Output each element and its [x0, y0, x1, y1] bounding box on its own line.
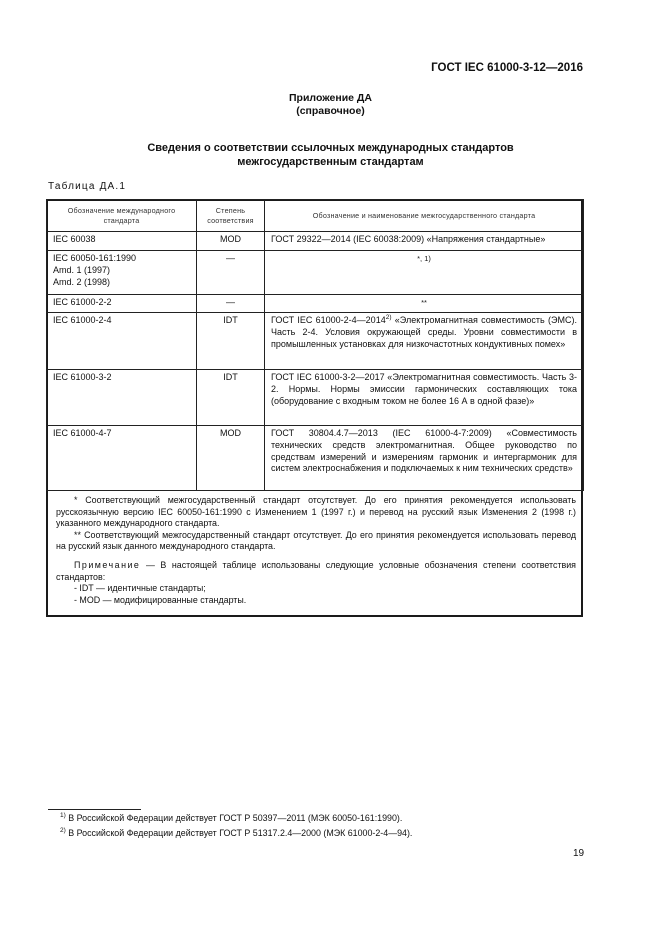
page-number: 19 [573, 848, 585, 859]
cell-intl: IEC 60038 [47, 232, 197, 251]
cell-desc: ГОСТ 30804.4.7—2013 (IEC 61000-4-7:2009) «Совместимость технических средств электромагнитная. Общее руководство по средствам измерений и измерениям гармоник и интергармоник для систем электроснабжения и подключаемых к ним технических средств» [265, 426, 584, 491]
cell-degree: — [197, 251, 265, 295]
note-double-star: ** Соответствующий межгосударственный стандарт отсутствует. До его принятия рекомендуется использовать перевод на русский язык данного международного стандарта. [56, 529, 576, 552]
table-row [47, 295, 584, 313]
cell-degree: — [197, 295, 265, 313]
cell-degree: IDT [197, 313, 265, 370]
cell-intl: IEC 61000-2-4 [47, 313, 197, 370]
note-single-star: * Соответствующий межгосударственный стандарт отсутствует. До его принятия рекомендуется использовать русскоязычную версию IEC 60050-161:1990 с Изменением 1 (1997 г.) и перевод на русский язык Изменения 2 (1998 г.) указанного международного стандарта. [56, 495, 576, 529]
section-heading-line2: межгосударственным стандартам [237, 156, 424, 168]
header-interstate-standard: Обозначение и наименование межгосударственного стандарта [265, 200, 584, 232]
standards-table [46, 199, 584, 491]
remark-label: Примечание [74, 559, 141, 570]
cell-desc: ГОСТ IEC 61000-2-4—2014$^{2)}$ «Электромагнитная совместимость (ЭМС). Часть 2-4. Условия окружающей среды. Уровни совместимости в промышленных установках для низкочастотных кондуктивных помех» [265, 313, 584, 370]
table-row [47, 251, 584, 295]
cell-degree: MOD [197, 232, 265, 251]
table-row [47, 313, 584, 370]
section-heading-line1: Сведения о соответствии ссылочных международных стандартов [147, 142, 514, 154]
remark: Примечание — В настоящей таблице использованы следующие условные обозначения степени соответствия стандартов: [56, 559, 576, 582]
table-header-row [47, 200, 584, 232]
appendix-title: Приложение ДА [289, 92, 372, 104]
remark-mod: - MOD — модифицированные стандарты. [74, 594, 247, 605]
footnote-1: $^{1)}$ В Российской Федерации действует ГОСТ Р 50397—2011 (МЭК 60050-161:1990). [60, 812, 403, 823]
footnote-ref: 2) [385, 314, 392, 321]
cell-degree: MOD [197, 426, 265, 491]
table-row [47, 232, 584, 251]
cell-intl: IEC 60050-161:1990 Amd. 1 (1997) Amd. 2 (1998) [47, 251, 197, 295]
cell-desc: ГОСТ 29322—2014 (IEC 60038:2009) «Напряжения стандартные» [265, 232, 584, 251]
remark-idt: - IDT — идентичные стандарты; [74, 583, 206, 594]
cell-desc: *, 1) [265, 251, 584, 295]
footnote-2: $^{2)}$ В Российской Федерации действует ГОСТ Р 51317.2.4—2000 (МЭК 61000-2-4—94). [60, 827, 413, 838]
appendix-subtitle: (справочное) [296, 105, 365, 117]
cell-intl: IEC 61000-3-2 [47, 370, 197, 426]
document-code: ГОСТ IEC 61000-3-12—2016 [431, 62, 583, 74]
footnote-divider [48, 809, 141, 810]
cell-intl: IEC 61000-4-7 [47, 426, 197, 491]
table-notes [56, 495, 576, 606]
cell-degree: IDT [197, 370, 265, 426]
cell-desc: ГОСТ IEC 61000-3-2—2017 «Электромагнитная совместимость. Часть 3-2. Нормы. Нормы эмиссии гармонических составляющих тока (оборудование с входным током не более 16 А в одной фазе)» [265, 370, 584, 426]
header-degree: Степень соответствия [197, 200, 265, 232]
cell-desc: ** [265, 295, 584, 313]
header-intl-standard: Обозначение международного стандарта [47, 200, 197, 232]
cell-intl: IEC 61000-2-2 [47, 295, 197, 313]
table-caption: Таблица ДА.1 [48, 181, 127, 192]
table-row [47, 426, 584, 491]
table-row [47, 370, 584, 426]
